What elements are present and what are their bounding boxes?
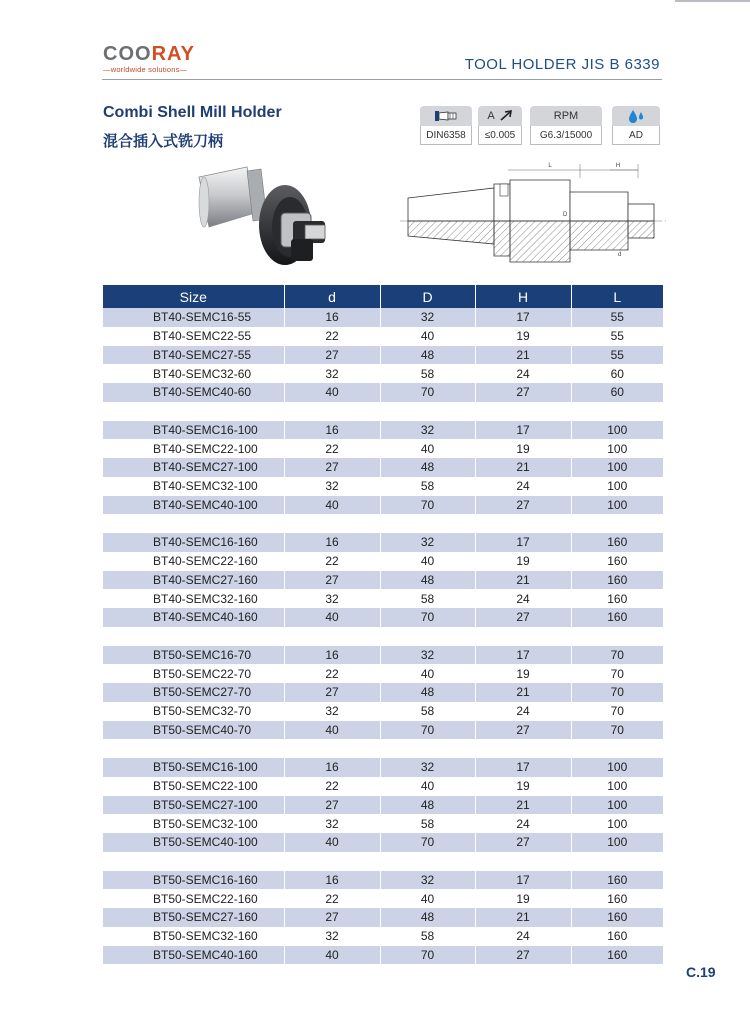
taper-icon (420, 106, 472, 126)
value-cell: 58 (380, 589, 475, 608)
value-cell: 24 (475, 477, 571, 496)
value-cell: 27 (284, 458, 380, 477)
group-spacer (103, 402, 663, 421)
value-cell: 27 (475, 946, 571, 965)
runout-arrow-icon (499, 110, 513, 122)
value-cell: 17 (475, 646, 571, 665)
group-spacer-row (103, 402, 663, 421)
value-cell: 27 (284, 346, 380, 365)
table-row (103, 496, 663, 515)
value-cell: 27 (475, 496, 571, 515)
value-cell: 24 (475, 927, 571, 946)
technical-drawing (400, 158, 668, 276)
value-cell: 22 (284, 552, 380, 571)
size-cell: BT40-SEMC40-160 (103, 608, 284, 627)
value-cell: 70 (571, 646, 663, 665)
table-body (103, 308, 663, 964)
size-cell: BT40-SEMC22-55 (103, 327, 284, 346)
group-spacer-row (103, 627, 663, 646)
table-row (103, 327, 663, 346)
size-cell: BT40-SEMC27-160 (103, 571, 284, 590)
column-header: D (380, 285, 475, 308)
size-cell: BT50-SEMC22-100 (103, 777, 284, 796)
size-cell: BT50-SEMC32-100 (103, 814, 284, 833)
value-cell: 16 (284, 421, 380, 440)
value-cell: 27 (284, 571, 380, 590)
value-cell: 22 (284, 777, 380, 796)
table-row (103, 833, 663, 852)
table-row (103, 796, 663, 815)
table-row (103, 927, 663, 946)
value-cell: 55 (571, 308, 663, 327)
table-row (103, 477, 663, 496)
column-header: L (571, 285, 663, 308)
size-cell: BT50-SEMC32-160 (103, 927, 284, 946)
value-cell: 70 (380, 721, 475, 740)
value-cell: 27 (284, 908, 380, 927)
value-cell: 40 (380, 889, 475, 908)
value-cell: 21 (475, 796, 571, 815)
group-spacer (103, 852, 663, 871)
value-cell: 160 (571, 571, 663, 590)
spec-value-coolant: AD (612, 126, 660, 145)
value-cell: 21 (475, 908, 571, 927)
value-cell: 70 (380, 608, 475, 627)
table-row (103, 889, 663, 908)
value-cell: 70 (380, 383, 475, 402)
group-spacer-row (103, 514, 663, 533)
value-cell: 40 (380, 552, 475, 571)
size-cell: BT40-SEMC32-160 (103, 589, 284, 608)
product-photo (195, 163, 330, 273)
value-cell: 16 (284, 533, 380, 552)
table-row (103, 683, 663, 702)
value-cell: 160 (571, 871, 663, 890)
brand-logo (103, 44, 213, 76)
table-row (103, 721, 663, 740)
value-cell: 19 (475, 552, 571, 571)
value-cell: 48 (380, 346, 475, 365)
table-row (103, 871, 663, 890)
table-row (103, 908, 663, 927)
header-divider (102, 79, 662, 80)
size-cell: BT40-SEMC16-55 (103, 308, 284, 327)
spec-label-runout (478, 106, 522, 126)
value-cell: 17 (475, 421, 571, 440)
value-cell: 19 (475, 327, 571, 346)
table-row (103, 552, 663, 571)
value-cell: 27 (475, 833, 571, 852)
value-cell: 21 (475, 571, 571, 590)
group-spacer (103, 627, 663, 646)
dimension-label-L: L (548, 163, 552, 169)
value-cell: 48 (380, 458, 475, 477)
size-cell: BT40-SEMC32-100 (103, 477, 284, 496)
value-cell: 16 (284, 308, 380, 327)
spec-box-coolant (612, 106, 660, 148)
value-cell: 32 (284, 364, 380, 383)
value-cell: 100 (571, 439, 663, 458)
value-cell: 100 (571, 477, 663, 496)
size-cell: BT50-SEMC40-70 (103, 721, 284, 740)
spec-label-a: A (487, 110, 495, 122)
coolant-drops-icon (612, 106, 660, 126)
spec-value-runout: ≤0.005 (478, 126, 522, 145)
value-cell: 40 (380, 664, 475, 683)
value-cell: 100 (571, 458, 663, 477)
value-cell: 40 (380, 327, 475, 346)
brand-tagline: —worldwide solutions— (103, 65, 188, 74)
dimension-label-D: D (563, 212, 568, 218)
value-cell: 32 (284, 927, 380, 946)
value-cell: 100 (571, 796, 663, 815)
value-cell: 160 (571, 533, 663, 552)
spec-table (103, 285, 663, 964)
value-cell: 32 (380, 308, 475, 327)
table-row (103, 664, 663, 683)
value-cell: 100 (571, 814, 663, 833)
value-cell: 19 (475, 889, 571, 908)
table-row (103, 383, 663, 402)
table-row (103, 814, 663, 833)
size-cell: BT40-SEMC40-60 (103, 383, 284, 402)
value-cell: 58 (380, 702, 475, 721)
value-cell: 40 (380, 439, 475, 458)
spec-label-rpm: RPM (530, 106, 602, 126)
group-spacer (103, 739, 663, 758)
value-cell: 32 (284, 702, 380, 721)
value-cell: 32 (380, 421, 475, 440)
brand-wordmark (103, 44, 213, 64)
size-cell: BT50-SEMC22-160 (103, 889, 284, 908)
size-cell: BT50-SEMC27-160 (103, 908, 284, 927)
value-cell: 70 (380, 496, 475, 515)
size-cell: BT50-SEMC27-100 (103, 796, 284, 815)
value-cell: 160 (571, 552, 663, 571)
table-row (103, 646, 663, 665)
value-cell: 40 (284, 496, 380, 515)
value-cell: 160 (571, 908, 663, 927)
value-cell: 27 (284, 796, 380, 815)
value-cell: 24 (475, 702, 571, 721)
table-row (103, 439, 663, 458)
value-cell: 58 (380, 364, 475, 383)
table-row (103, 364, 663, 383)
value-cell: 58 (380, 927, 475, 946)
table-row (103, 589, 663, 608)
table-row (103, 308, 663, 327)
value-cell: 160 (571, 946, 663, 965)
table-row (103, 571, 663, 590)
group-spacer (103, 514, 663, 533)
product-subtitle: 混合插入式铣刀柄 (103, 132, 224, 150)
size-cell: BT50-SEMC27-70 (103, 683, 284, 702)
value-cell: 70 (571, 664, 663, 683)
table-row (103, 702, 663, 721)
value-cell: 22 (284, 439, 380, 458)
size-cell: BT50-SEMC40-160 (103, 946, 284, 965)
value-cell: 27 (475, 721, 571, 740)
brand-name-part1: COO (103, 43, 152, 65)
value-cell: 100 (571, 758, 663, 777)
value-cell: 40 (284, 383, 380, 402)
value-cell: 160 (571, 927, 663, 946)
value-cell: 40 (380, 777, 475, 796)
value-cell: 40 (284, 721, 380, 740)
table-header-row (103, 285, 663, 308)
value-cell: 27 (475, 608, 571, 627)
spec-box-runout (478, 106, 522, 148)
catalog-section-title: TOOL HOLDER JIS B 6339 (464, 56, 660, 73)
spec-box-taper (420, 106, 472, 148)
spec-box-rpm (530, 106, 602, 148)
value-cell: 24 (475, 814, 571, 833)
value-cell: 21 (475, 683, 571, 702)
table-row (103, 758, 663, 777)
value-cell: 48 (380, 683, 475, 702)
value-cell: 32 (380, 758, 475, 777)
table-row (103, 346, 663, 365)
value-cell: 100 (571, 421, 663, 440)
table-row (103, 946, 663, 965)
value-cell: 17 (475, 308, 571, 327)
size-cell: BT50-SEMC40-100 (103, 833, 284, 852)
value-cell: 27 (284, 683, 380, 702)
size-cell: BT40-SEMC32-60 (103, 364, 284, 383)
spec-value-balance: G6.3/15000 (530, 126, 602, 145)
value-cell: 32 (284, 589, 380, 608)
value-cell: 48 (380, 908, 475, 927)
size-cell: BT40-SEMC16-100 (103, 421, 284, 440)
product-title: Combi Shell Mill Holder (103, 104, 282, 121)
column-header: Size (103, 285, 284, 308)
dimension-label-H: H (615, 163, 621, 169)
value-cell: 19 (475, 439, 571, 458)
size-cell: BT50-SEMC16-100 (103, 758, 284, 777)
size-cell: BT40-SEMC40-100 (103, 496, 284, 515)
value-cell: 19 (475, 777, 571, 796)
size-cell: BT40-SEMC22-160 (103, 552, 284, 571)
value-cell: 17 (475, 871, 571, 890)
value-cell: 32 (380, 646, 475, 665)
value-cell: 48 (380, 571, 475, 590)
value-cell: 160 (571, 589, 663, 608)
value-cell: 22 (284, 327, 380, 346)
value-cell: 70 (571, 702, 663, 721)
column-header: d (284, 285, 380, 308)
table-row (103, 421, 663, 440)
value-cell: 48 (380, 796, 475, 815)
value-cell: 60 (571, 383, 663, 402)
table-row (103, 777, 663, 796)
column-header: H (475, 285, 571, 308)
table-row (103, 608, 663, 627)
value-cell: 160 (571, 889, 663, 908)
value-cell: 70 (380, 946, 475, 965)
value-cell: 40 (284, 608, 380, 627)
value-cell: 32 (284, 814, 380, 833)
value-cell: 70 (380, 833, 475, 852)
brand-name-part2: RAY (151, 43, 195, 65)
value-cell: 19 (475, 664, 571, 683)
value-cell: 32 (380, 871, 475, 890)
value-cell: 58 (380, 477, 475, 496)
value-cell: 32 (284, 477, 380, 496)
size-cell: BT50-SEMC22-70 (103, 664, 284, 683)
value-cell: 32 (380, 533, 475, 552)
value-cell: 100 (571, 833, 663, 852)
value-cell: 16 (284, 758, 380, 777)
value-cell: 21 (475, 346, 571, 365)
value-cell: 70 (571, 683, 663, 702)
value-cell: 40 (284, 833, 380, 852)
group-spacer-row (103, 739, 663, 758)
value-cell: 16 (284, 646, 380, 665)
size-cell: BT50-SEMC32-70 (103, 702, 284, 721)
table-row (103, 533, 663, 552)
value-cell: 17 (475, 758, 571, 777)
value-cell: 55 (571, 327, 663, 346)
size-cell: BT40-SEMC22-100 (103, 439, 284, 458)
value-cell: 40 (284, 946, 380, 965)
value-cell: 100 (571, 496, 663, 515)
value-cell: 24 (475, 589, 571, 608)
value-cell: 16 (284, 871, 380, 890)
value-cell: 160 (571, 608, 663, 627)
value-cell: 27 (475, 383, 571, 402)
table-row (103, 458, 663, 477)
value-cell: 100 (571, 777, 663, 796)
value-cell: 21 (475, 458, 571, 477)
value-cell: 17 (475, 533, 571, 552)
size-cell: BT40-SEMC27-55 (103, 346, 284, 365)
group-spacer-row (103, 852, 663, 871)
size-cell: BT40-SEMC27-100 (103, 458, 284, 477)
value-cell: 24 (475, 364, 571, 383)
value-cell: 55 (571, 346, 663, 365)
size-cell: BT50-SEMC16-70 (103, 646, 284, 665)
value-cell: 60 (571, 364, 663, 383)
value-cell: 22 (284, 664, 380, 683)
value-cell: 58 (380, 814, 475, 833)
dimension-label-d: d (618, 252, 622, 258)
value-cell: 22 (284, 889, 380, 908)
top-corner-rule (675, 0, 750, 2)
size-cell: BT50-SEMC16-160 (103, 871, 284, 890)
value-cell: 70 (571, 721, 663, 740)
spec-value-standard: DIN6358 (420, 126, 472, 145)
size-cell: BT40-SEMC16-160 (103, 533, 284, 552)
page-number: C.19 (686, 964, 716, 980)
